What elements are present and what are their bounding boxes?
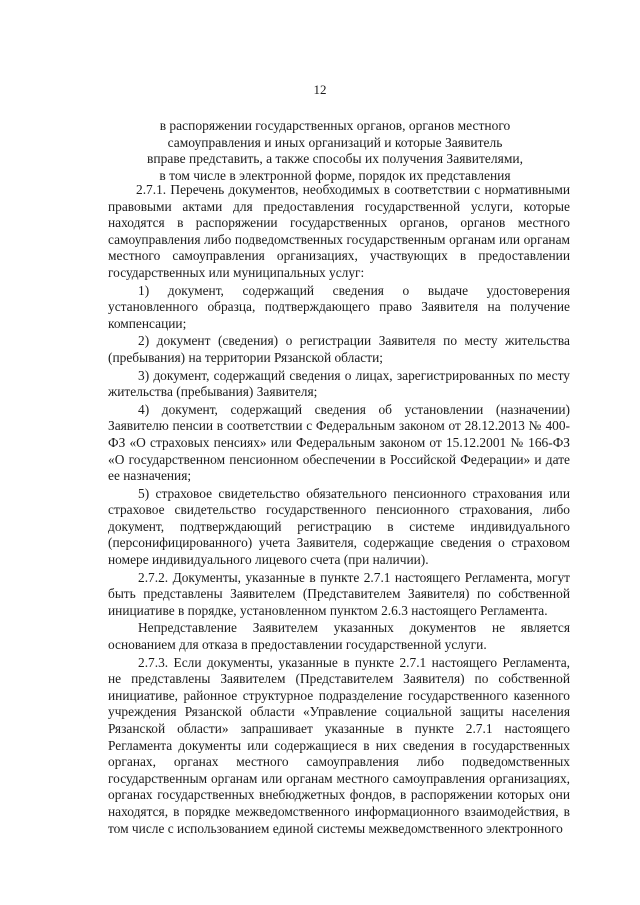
page-number: 12 — [313, 82, 327, 97]
list-item-4: 4) документ, содержащий сведения об установлении (назначении) Заявителю пенсии в соответствии с Федеральным законом от 28.12.2013 № 400-ФЗ «О страховых пенсиях» или Федеральным законом от 15.12.2001 № 166-ФЗ «О государственном пенсионном обеспечении в Российской Федерации» и дате ее назначения; — [108, 401, 570, 484]
list-item-1: 1) документ, содержащий сведения о выдаче удостоверения установленного образца, подтверждающего право Заявителя на получение компенсации; — [108, 282, 570, 331]
section-heading — [100, 118, 570, 184]
paragraph-2-7-2: 2.7.2. Документы, указанные в пункте 2.7.1 настоящего Регламента, могут быть представлены Заявителем (Представителем Заявителя) по собственной инициативе в порядке, установленном пунктом 2.6.3 настоящего Регламента. — [108, 569, 570, 618]
list-item-3: 3) документ, содержащий сведения о лицах, зарегистрированных по месту жительства (пребывания) Заявителя; — [108, 367, 570, 400]
paragraph-2-7-1: 2.7.1. Перечень документов, необходимых в соответствии с нормативными правовыми актами для предоставления государственной услуги, которые находятся в распоряжении государственных органов, органов местного самоуправления либо подведомственных государственным органам или органам местного самоуправления организациях, участвующих в предоставлении государственных или муниципальных услуг: — [108, 182, 570, 280]
paragraph-non-submission: Непредставление Заявителем указанных документов не является основанием для отказа в предоставлении государственной услуги. — [108, 620, 570, 653]
heading-line: в том числе в электронной форме, порядок их представления — [159, 167, 511, 183]
paragraph-2-7-3: 2.7.3. Если документы, указанные в пункте 2.7.1 настоящего Регламента, не представлены Заявителем (Представителем Заявителя) по собственной инициативе, районное структурное подразделение государственного казенного учреждения Рязанской области «Управление социальной защиты населения Рязанской области» запрашивает указанные в пункте 2.7.1 настоящего Регламента документы или содержащиеся в них сведения в государственных органах, органах местного самоуправления либо подведомственных государственным органам или органам местного самоуправления организациях, органах государственных внебюджетных фондов, в распоряжении которых они находятся, в порядке межведомственного информационного взаимодействия, в том числе с использованием единой системы межведомственного электронного — [108, 654, 570, 836]
list-item-5: 5) страховое свидетельство обязательного пенсионного страхования или страховое свидетельство государственного пенсионного страхования, либо документ, подтверждающий регистрацию в системе индивидуального (персонифицированного) учета Заявителя, содержащие сведения о страховом номере индивидуального лицевого счета (при наличии). — [108, 485, 570, 568]
document-body — [108, 182, 570, 838]
list-item-2: 2) документ (сведения) о регистрации Заявителя по месту жительства (пребывания) на территории Рязанской области; — [108, 333, 570, 365]
heading-line: в распоряжении государственных органов, органов местного — [159, 118, 511, 133]
heading-line: вправе представить, а также способы их получения Заявителями, — [147, 151, 523, 166]
heading-line: самоуправления и иных организаций и которые Заявитель — [167, 134, 503, 150]
